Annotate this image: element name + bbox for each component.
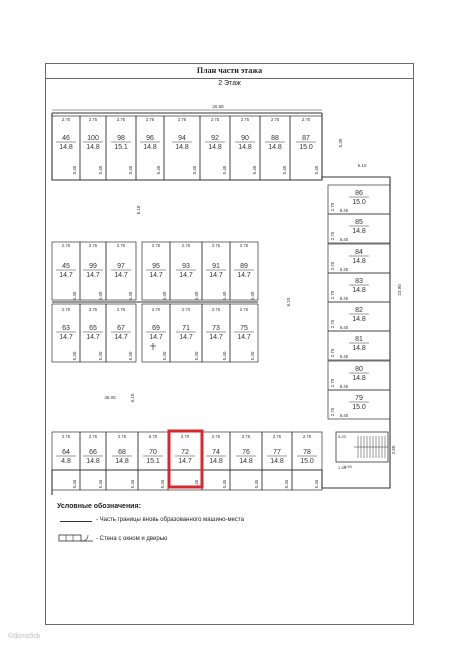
space-number: 75 <box>240 325 248 332</box>
space-width-label: 2.70 <box>180 434 190 439</box>
space-depth-label: 5.45 <box>339 267 349 272</box>
space-area: 14.8 <box>209 458 223 465</box>
space-number: 79 <box>355 395 363 402</box>
space-depth-label: 5.45 <box>339 325 349 330</box>
space-depth-label: 5.40 <box>222 351 227 361</box>
parking-space <box>80 242 106 300</box>
space-number: 100 <box>87 135 99 142</box>
space-area: 14.8 <box>352 258 366 265</box>
space-width-label: 2.75 <box>211 434 221 439</box>
legend-wall-text: - Стена с окном и дверью <box>96 536 168 542</box>
space-width-label: 2.75 <box>116 243 126 248</box>
space-area: 14.8 <box>115 458 129 465</box>
space-number: 69 <box>152 325 160 332</box>
space-depth-label: 5.40 <box>250 351 255 361</box>
space-area: 14.7 <box>86 272 100 279</box>
space-number: 90 <box>241 135 249 142</box>
space-width-label: 2.75 <box>241 434 251 439</box>
space-area: 14.7 <box>178 458 192 465</box>
space-area: 14.7 <box>59 272 73 279</box>
space-depth-label: 5.40 <box>72 351 77 361</box>
space-area: 14.8 <box>352 375 366 382</box>
space-number: 76 <box>242 449 250 456</box>
space-number: 80 <box>355 366 363 373</box>
space-width-label: 2.75 <box>117 434 127 439</box>
space-width-label: 2.75 <box>145 117 155 122</box>
space-number: 81 <box>355 336 363 343</box>
space-number: 74 <box>212 449 220 456</box>
space-number: 77 <box>273 449 281 456</box>
space-depth-label: 5.45 <box>314 165 319 175</box>
space-area: 14.8 <box>352 228 366 235</box>
space-number: 86 <box>355 190 363 197</box>
space-width-label: 2.75 <box>61 243 71 248</box>
space-number: 46 <box>62 135 70 142</box>
space-number: 68 <box>118 449 126 456</box>
space-number: 91 <box>212 263 220 270</box>
floor-label: 2 Этаж <box>218 80 241 87</box>
space-width-label: 2.75 <box>61 307 71 312</box>
space-width-label: 2.75 <box>301 117 311 122</box>
space-depth-label: 5.45 <box>98 479 103 489</box>
space-width-label: 2.75 <box>270 117 280 122</box>
space-area: 14.8 <box>352 316 366 323</box>
space-depth-label: 5.40 <box>194 351 199 361</box>
space-width-label: 2.75 <box>211 307 221 312</box>
plan-title: План части этажа <box>46 64 413 79</box>
space-width-label: 2.75 <box>88 117 98 122</box>
space-number: 96 <box>146 135 154 142</box>
space-number: 94 <box>178 135 186 142</box>
space-number: 71 <box>182 325 190 332</box>
space-width-label: 2.75 <box>330 348 335 358</box>
space-number: 85 <box>355 219 363 226</box>
space-area: 14.8 <box>143 144 157 151</box>
parking-space <box>106 242 136 300</box>
space-number: 45 <box>62 263 70 270</box>
watermark: ©domclick <box>8 633 41 640</box>
space-number: 82 <box>355 307 363 314</box>
space-number: 92 <box>211 135 219 142</box>
space-depth-label: 5.45 <box>130 479 135 489</box>
space-width-label: 2.75 <box>88 307 98 312</box>
space-area: 14.8 <box>268 144 282 151</box>
space-depth-label: 5.40 <box>72 291 77 301</box>
dimension-bottom-aisle: 6.10 <box>130 393 135 403</box>
space-depth-label: 5.45 <box>282 165 287 175</box>
space-depth-label: 5.45 <box>194 479 199 489</box>
dimension-right-total: 23.90 <box>397 284 402 296</box>
space-depth-label: 5.40 <box>98 291 103 301</box>
space-number: 65 <box>89 325 97 332</box>
space-depth-label: 5.45 <box>252 165 257 175</box>
space-area: 14.7 <box>179 334 193 341</box>
space-width-label: 2.75 <box>61 117 71 122</box>
space-width-label: 2.70 <box>151 307 161 312</box>
legend-boundary-text: - Часть границы вновь образованного машино-места <box>96 517 244 523</box>
space-width-label: 2.75 <box>330 378 335 388</box>
dimension-stair-len: 3.90 <box>344 464 352 469</box>
dimension-stair-w: 5.20 <box>338 434 346 439</box>
space-width-label: 2.75 <box>210 117 220 122</box>
dimension-top-total: 20.55 <box>212 104 224 109</box>
space-area: 15.1 <box>146 458 160 465</box>
space-depth-label: 5.45 <box>339 237 349 242</box>
parking-space <box>230 242 258 300</box>
parking-space <box>202 242 230 300</box>
dimension-right-top2: 5.10 <box>357 163 367 168</box>
parking-space <box>142 242 170 300</box>
space-depth-label: 5.45 <box>339 208 349 213</box>
parking-space <box>170 242 202 300</box>
space-depth-label: 5.40 <box>128 291 133 301</box>
space-number: 99 <box>89 263 97 270</box>
space-number: 83 <box>355 278 363 285</box>
space-width-label: 2.75 <box>330 319 335 329</box>
space-width-label: 2.75 <box>330 407 335 417</box>
space-number: 64 <box>62 449 70 456</box>
space-area: 14.8 <box>238 144 252 151</box>
space-depth-label: 5.45 <box>222 479 227 489</box>
dimension-mid-aisle: 6.10 <box>286 297 291 307</box>
space-width-label: 2.75 <box>88 243 98 248</box>
space-area: 14.8 <box>208 144 222 151</box>
space-number: 95 <box>152 263 160 270</box>
space-area: 15.1 <box>114 144 128 151</box>
space-area: 14.7 <box>209 272 223 279</box>
space-depth-label: 5.40 <box>250 291 255 301</box>
space-depth-label: 5.40 <box>222 291 227 301</box>
space-area: 15.0 <box>300 458 314 465</box>
space-number: 88 <box>271 135 279 142</box>
space-depth-label: 5.45 <box>192 165 197 175</box>
space-depth-label: 5.45 <box>339 413 349 418</box>
space-width-label: 2.75 <box>330 290 335 300</box>
space-depth-label: 5.45 <box>339 296 349 301</box>
space-width-label: 2.75 <box>330 261 335 271</box>
space-area: 14.8 <box>59 144 73 151</box>
space-area: 15.0 <box>352 199 366 206</box>
space-depth-label: 5.45 <box>98 165 103 175</box>
space-number: 87 <box>302 135 310 142</box>
space-width-label: 2.75 <box>239 307 249 312</box>
space-depth-label: 5.45 <box>339 354 349 359</box>
dimension-stair-small: 1.38 <box>338 465 346 470</box>
space-width-label: 2.75 <box>116 117 126 122</box>
space-number: 73 <box>212 325 220 332</box>
space-area: 14.8 <box>352 287 366 294</box>
space-area: 14.7 <box>237 334 251 341</box>
legend-wall-icon <box>58 533 94 543</box>
space-area: 14.7 <box>114 334 128 341</box>
space-depth-label: 5.45 <box>72 479 77 489</box>
space-depth-label: 5.45 <box>339 384 349 389</box>
space-depth-label: 5.45 <box>160 479 165 489</box>
space-number: 67 <box>117 325 125 332</box>
space-width-label: 2.75 <box>272 434 282 439</box>
space-area: 14.7 <box>59 334 73 341</box>
space-width-label: 2.70 <box>181 307 191 312</box>
space-width-label: 2.75 <box>151 243 161 248</box>
space-number: 78 <box>303 449 311 456</box>
space-width-label: 2.75 <box>116 307 126 312</box>
space-area: 15.0 <box>299 144 313 151</box>
space-depth-label: 5.45 <box>156 165 161 175</box>
space-width-label: 2.75 <box>330 231 335 241</box>
space-depth-label: 5.45 <box>222 165 227 175</box>
space-area: 14.8 <box>86 144 100 151</box>
space-area: 15.0 <box>352 404 366 411</box>
dimension-aisle: 6.10 <box>136 205 141 215</box>
space-width-label: 2.75 <box>61 434 71 439</box>
space-area: 14.7 <box>179 272 193 279</box>
space-area: 14.8 <box>270 458 284 465</box>
space-area: 14.7 <box>86 334 100 341</box>
space-depth-label: 5.45 <box>284 479 289 489</box>
dimension-right-top: 5.30 <box>338 138 343 148</box>
space-area: 14.7 <box>237 272 251 279</box>
space-number: 98 <box>117 135 125 142</box>
space-width-label: 2.75 <box>181 243 191 248</box>
space-number: 70 <box>149 449 157 456</box>
space-number: 97 <box>117 263 125 270</box>
space-depth-label: 5.40 <box>162 291 167 301</box>
dimension-stair-h: 2.60 <box>391 445 396 455</box>
space-area: 14.8 <box>239 458 253 465</box>
space-width-label: 2.75 <box>302 434 312 439</box>
space-number: 63 <box>62 325 70 332</box>
space-number: 84 <box>355 249 363 256</box>
space-width-label: 2.75 <box>177 117 187 122</box>
space-width-label: 2.75 <box>239 243 249 248</box>
space-width-label: 2.75 <box>211 243 221 248</box>
space-number: 72 <box>181 449 189 456</box>
space-depth-label: 5.45 <box>128 165 133 175</box>
space-area: 14.7 <box>114 272 128 279</box>
space-depth-label: 5.40 <box>128 351 133 361</box>
legend-boundary-line <box>60 521 92 522</box>
parking-space <box>52 242 80 300</box>
space-depth-label: 5.45 <box>72 165 77 175</box>
space-depth-label: 5.40 <box>98 351 103 361</box>
space-area: 14.8 <box>86 458 100 465</box>
legend-title: Условные обозначения: <box>57 503 141 510</box>
space-area: 4.8 <box>61 458 71 465</box>
dimension-bottom-total: 46.00 <box>104 395 116 400</box>
space-depth-label: 5.45 <box>254 479 259 489</box>
space-area: 14.7 <box>149 334 163 341</box>
space-width-label: 8.75 <box>148 434 158 439</box>
space-width-label: 2.75 <box>88 434 98 439</box>
space-depth-label: 5.40 <box>194 291 199 301</box>
space-number: 89 <box>240 263 248 270</box>
space-width-label: 2.75 <box>240 117 250 122</box>
space-number: 66 <box>89 449 97 456</box>
space-width-label: 2.75 <box>330 202 335 212</box>
space-area: 14.7 <box>149 272 163 279</box>
space-depth-label: 5.40 <box>162 351 167 361</box>
space-area: 14.8 <box>175 144 189 151</box>
space-depth-label: 5.45 <box>314 479 319 489</box>
space-area: 14.8 <box>352 345 366 352</box>
space-area: 14.7 <box>209 334 223 341</box>
space-number: 93 <box>182 263 190 270</box>
